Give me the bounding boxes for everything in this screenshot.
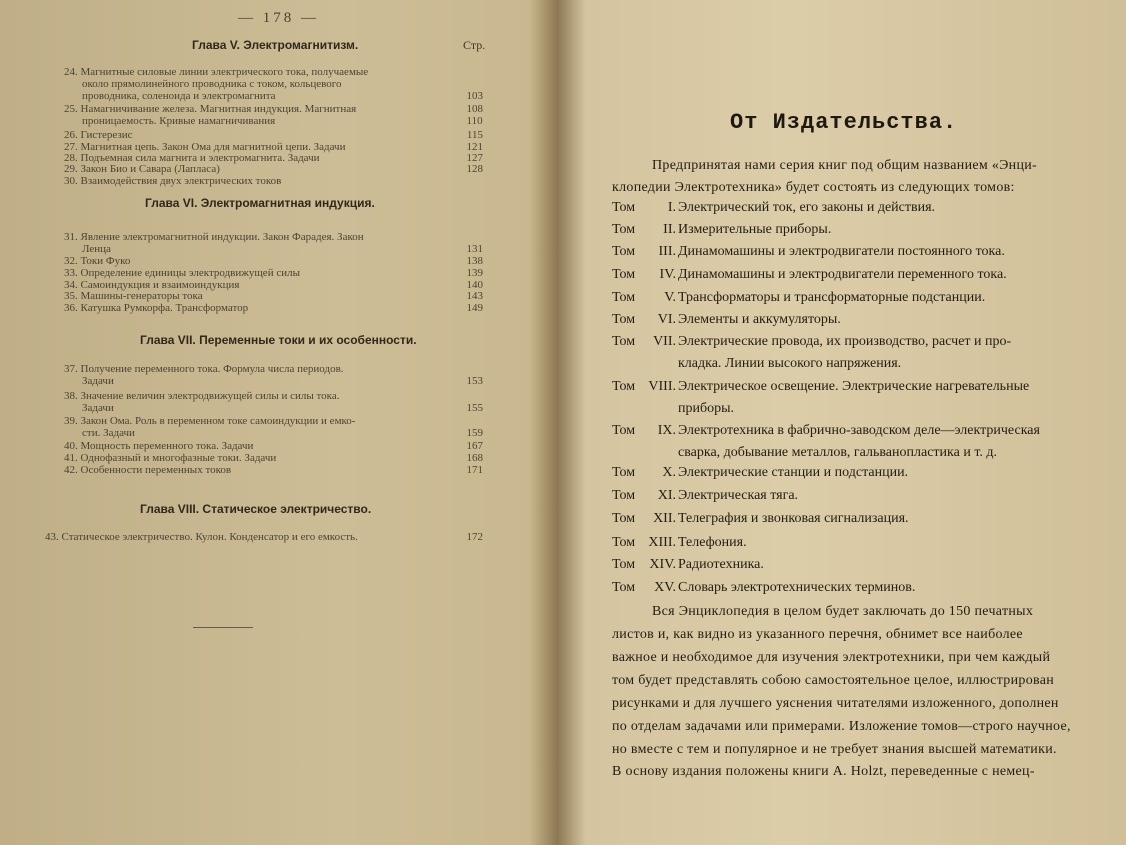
toc-entry-text: Ленца <box>82 243 111 255</box>
toc-page-number: 167 <box>466 440 483 452</box>
toc-entry-text: Задачи <box>82 375 114 387</box>
volume-entry <box>612 465 909 481</box>
toc-entry-text: проводника, соленоида и электромагнита <box>82 90 276 102</box>
toc-entry <box>64 267 483 279</box>
toc-entry <box>64 163 483 175</box>
volume-entry <box>612 334 1012 371</box>
volume-label <box>612 379 676 395</box>
closing-line: по отделам задачами или примерами. Изложение томов—строго научное, <box>612 719 1071 734</box>
toc-page-number: 103 <box>466 90 483 102</box>
volume-word: Том <box>612 267 636 282</box>
volume-title-line: приборы. <box>678 401 735 416</box>
volume-title <box>678 376 1029 420</box>
volume-entry <box>612 557 764 573</box>
right-page <box>560 0 1126 845</box>
toc-page-number: 171 <box>466 464 483 476</box>
toc-entry-text: Задачи <box>82 402 114 414</box>
volume-title-line: Электрические станции и подстанции. <box>678 465 909 480</box>
volume-entry <box>612 290 986 306</box>
toc-page-number: 153 <box>466 375 483 387</box>
toc-page-number: 127 <box>466 152 483 164</box>
volume-number: XII. <box>653 511 676 526</box>
toc-entry <box>64 415 483 439</box>
volume-label <box>612 267 676 283</box>
volume-title-line: Словарь электротехнических терминов. <box>678 580 916 595</box>
left-page <box>0 0 550 845</box>
volume-label <box>612 511 676 527</box>
volume-label <box>612 557 676 573</box>
page-number: — 178 — <box>238 10 319 26</box>
volume-label <box>612 488 676 504</box>
toc-entry-text: 29. Закон Био и Савара (Лапласа) <box>64 163 220 175</box>
volume-entry <box>612 379 1030 416</box>
volume-word: Том <box>612 312 636 327</box>
closing-line: В основу издания положены книги A. Holzt, переведенные с немец- <box>612 764 1035 779</box>
toc-entry-text: 26. Гистерезис <box>64 129 133 141</box>
volume-entry <box>612 312 841 328</box>
toc-entry-text: 37. Получение переменного тока. Формула числа периодов. <box>64 363 344 375</box>
toc-page-number: 155 <box>466 402 483 414</box>
volume-entry <box>612 488 799 504</box>
toc-page-number: 172 <box>466 531 483 543</box>
volume-label <box>612 290 676 306</box>
volume-title-line: Радиотехника. <box>678 557 764 572</box>
closing-line: важное и необходимое для изучения электротехники, при чем каждый <box>612 650 1051 665</box>
toc-entry-text: проницаемость. Кривые намагничивания <box>82 115 276 127</box>
volume-title <box>678 241 1005 263</box>
volume-number: VI. <box>657 312 676 327</box>
toc-entry <box>64 302 483 314</box>
volume-title <box>678 508 909 530</box>
toc-entry-text: 30. Взаимодействия двух электрических токов <box>64 175 282 187</box>
volume-number: XV. <box>654 580 676 595</box>
toc-entry-text: 33. Определение единицы электродвижущей силы <box>64 267 300 279</box>
volume-number: VIII. <box>648 379 676 394</box>
page-column-label: Стр. <box>463 38 486 52</box>
volume-title <box>678 309 841 331</box>
chapter-heading: Глава VII. Переменные токи и их особенности. <box>140 333 417 347</box>
volume-entry <box>612 200 936 216</box>
chapter-heading: Глава V. Электромагнитизм. <box>192 38 359 52</box>
volume-title <box>678 331 1011 375</box>
toc-page-number: 140 <box>466 279 483 291</box>
volume-word: Том <box>612 222 636 237</box>
volume-entry <box>612 244 1005 260</box>
volume-label <box>612 222 676 238</box>
toc-entry-text: 35. Машины-генераторы тока <box>64 290 203 302</box>
volume-number: IV. <box>659 267 676 282</box>
volume-label <box>612 334 676 350</box>
volume-word: Том <box>612 465 636 480</box>
volume-word: Том <box>612 334 636 349</box>
toc-entry-text: 34. Самоиндукция и взаимоиндукция <box>64 279 240 291</box>
volume-number: II. <box>663 222 676 237</box>
intro-line: Предпринятая нами серия книг под общим названием «Энци- <box>652 158 1038 173</box>
volume-label <box>612 200 676 216</box>
volume-title <box>678 264 1007 286</box>
toc-entry <box>64 363 483 387</box>
toc-page-number: 159 <box>466 427 483 439</box>
volume-title-line: Динамомашины и электродвигатели постоянного тока. <box>678 244 1005 259</box>
toc-entry-text: 42. Особенности переменных токов <box>64 464 232 476</box>
volume-word: Том <box>612 535 636 550</box>
closing-line: том будет представлять собою самостоятельное целое, иллюстрирован <box>612 673 1055 688</box>
volume-title-line: Измерительные приборы. <box>678 222 832 237</box>
volume-title-line: Электрическое освещение. Электрические нагревательные <box>678 379 1030 394</box>
toc-entry-text: 25. Намагничивание железа. Магнитная индукция. Магнитная <box>64 103 357 115</box>
closing-line: рисунками и для лучшего уяснения читателями изложенного, дополнен <box>612 696 1059 711</box>
volume-word: Том <box>612 379 636 394</box>
volume-entry <box>612 423 1040 460</box>
volume-word: Том <box>612 511 636 526</box>
volume-label <box>612 244 676 260</box>
toc-page-number: 108 110 <box>466 103 483 127</box>
volume-title-line: Элементы и аккумуляторы. <box>678 312 841 327</box>
toc-page-number: 168 <box>466 452 483 464</box>
toc-page-number: 138 <box>466 255 483 267</box>
divider-rule <box>193 627 253 628</box>
volume-title <box>678 197 935 219</box>
toc-entry-text: 32. Токи Фуко <box>64 255 131 267</box>
toc-page-number: 131 <box>466 243 483 255</box>
volume-label <box>612 535 676 551</box>
toc-page-number: 115 <box>466 129 483 141</box>
toc-entry-text: 31. Явление электромагнитной индукции. Закон Фарадея. Закон <box>64 231 364 243</box>
volume-title <box>678 485 798 507</box>
volume-title <box>678 577 915 599</box>
chapter-heading: Глава VI. Электромагнитная индукция. <box>145 196 375 210</box>
volume-title <box>678 554 764 576</box>
volume-title-line: Электротехника в фабрично-заводском деле—электрическая <box>678 423 1040 438</box>
toc-entry <box>64 255 483 267</box>
toc-entry <box>64 464 483 476</box>
volume-number: VII. <box>653 334 676 349</box>
volume-title-line: сварка, добывание металлов, гальванопластика и т. д. <box>678 445 998 460</box>
publisher-note-title: От Издательства. <box>730 110 958 135</box>
toc-entry <box>64 103 483 127</box>
toc-entry <box>64 290 483 302</box>
volume-word: Том <box>612 557 636 572</box>
volume-word: Том <box>612 580 636 595</box>
toc-entry-text: 41. Однофазный и многофазные токи. Задачи <box>64 452 277 464</box>
toc-entry <box>64 452 483 464</box>
toc-entry-text: 38. Значение величин электродвижущей силы и силы тока. <box>64 390 340 402</box>
volume-label <box>612 423 676 439</box>
volume-title-line: Электрические провода, их производство, расчет и про- <box>678 334 1012 349</box>
volume-title-line: Телеграфия и звонковая сигнализация. <box>678 511 909 526</box>
volume-number: V. <box>664 290 676 305</box>
volume-title <box>678 287 985 309</box>
volume-label <box>612 312 676 328</box>
volume-title-line: кладка. Линии высокого напряжения. <box>678 356 902 371</box>
volume-entry <box>612 222 832 238</box>
toc-entry-text: 43. Статическое электричество. Кулон. Конденсатор и его емкость. <box>45 531 358 543</box>
volume-title <box>678 532 747 554</box>
toc-page-number: 121 <box>466 141 483 153</box>
closing-line: но вместе с тем и популярное и не требует знания высшей математики. <box>612 742 1057 757</box>
toc-page-number: 128 <box>466 163 483 175</box>
toc-entry-text: сти. Задачи <box>82 427 135 439</box>
volume-entry <box>612 535 747 551</box>
toc-entry-text: 27. Магнитная цепь. Закон Ома для магнитной цепи. Задачи <box>64 141 346 153</box>
toc-page-number: 149 <box>466 302 483 314</box>
volume-number: X. <box>662 465 676 480</box>
volume-title-line: Динамомашины и электродвигатели переменного тока. <box>678 267 1007 282</box>
closing-line: Вся Энциклопедия в целом будет заключать до 150 печатных <box>652 604 1034 619</box>
volume-number: IX. <box>657 423 676 438</box>
volume-entry <box>612 267 1007 283</box>
volume-entry <box>612 580 916 596</box>
volume-title-line: Трансформаторы и трансформаторные подстанции. <box>678 290 986 305</box>
toc-page-number: 139 <box>466 267 483 279</box>
volume-number: XI. <box>657 488 676 503</box>
toc-entry <box>64 129 483 141</box>
volume-word: Том <box>612 423 636 438</box>
chapter-heading: Глава VIII. Статическое электричество. <box>140 502 372 516</box>
volume-word: Том <box>612 200 636 215</box>
volume-word: Том <box>612 290 636 305</box>
volume-title <box>678 420 1040 464</box>
toc-entry <box>64 66 483 102</box>
toc-page-number: 143 <box>466 290 483 302</box>
volume-label <box>612 580 676 596</box>
closing-line: листов и, как видно из указанного перечня, обнимет все наиболее <box>612 627 1023 642</box>
volume-number: I. <box>667 200 676 215</box>
volume-number: III. <box>658 244 676 259</box>
toc-entry <box>64 175 483 187</box>
volume-title-line: Телефония. <box>678 535 747 550</box>
toc-entry-text: 28. Подъемная сила магнита и электромагнита. Задачи <box>64 152 320 164</box>
volume-title-line: Электрический ток, его законы и действия. <box>678 200 936 215</box>
toc-entry-text: 40. Мощность переменного тока. Задачи <box>64 440 254 452</box>
volume-word: Том <box>612 488 636 503</box>
toc-entry <box>45 531 483 543</box>
toc-entry-text: 24. Магнитные силовые линии электрического тока, получаемые <box>64 66 369 78</box>
volume-title-line: Электрическая тяга. <box>678 488 799 503</box>
toc-entry-text: 39. Закон Ома. Роль в переменном токе самоиндукции и емко- <box>64 415 356 427</box>
toc-entry <box>64 390 483 414</box>
volume-title <box>678 462 908 484</box>
volume-label <box>612 465 676 481</box>
toc-entry-text: около прямолинейного проводника с током, кольцевого <box>82 78 342 90</box>
volume-number: XIV. <box>649 557 676 572</box>
volume-entry <box>612 511 909 527</box>
toc-entry <box>64 440 483 452</box>
volume-number: XIII. <box>648 535 676 550</box>
volume-title <box>678 219 831 241</box>
toc-entry <box>64 231 483 255</box>
intro-line: клопедии Электротехника» будет состоять из следующих томов: <box>612 180 1015 195</box>
toc-entry-text: 36. Катушка Румкорфа. Трансформатор <box>64 302 249 314</box>
volume-word: Том <box>612 244 636 259</box>
